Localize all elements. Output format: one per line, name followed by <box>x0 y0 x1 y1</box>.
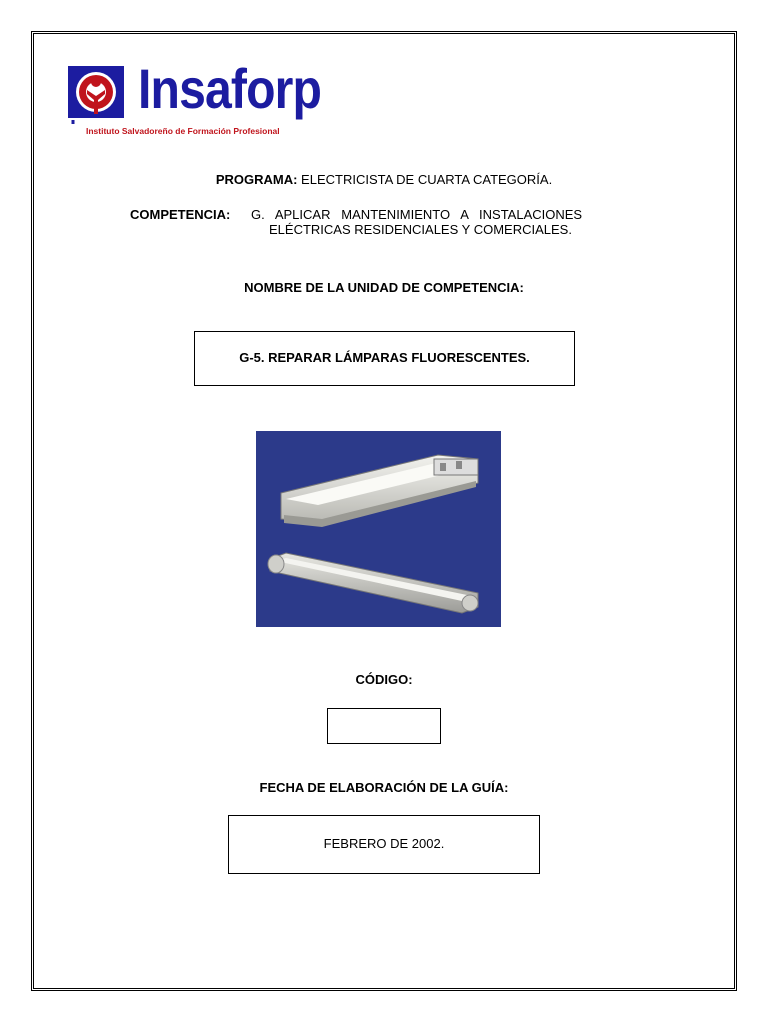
insaforp-logo <box>66 57 336 142</box>
codigo-box <box>327 708 441 744</box>
codigo-heading: CÓDIGO: <box>355 672 413 687</box>
fecha-value: FEBRERO DE 2002. <box>323 836 445 851</box>
unidad-heading: NOMBRE DE LA UNIDAD DE COMPETENCIA: <box>244 280 524 295</box>
fluorescent-lamp-photo <box>256 431 501 627</box>
competencia-text <box>251 207 661 237</box>
competencia-line-2: ELÉCTRICAS RESIDENCIALES Y COMERCIALES. <box>269 222 572 237</box>
fluorescent-fixture-illustration <box>256 431 501 627</box>
competencia-label: COMPETENCIA: <box>130 207 231 222</box>
codigo-value <box>328 709 440 719</box>
unidad-name: G-5. REPARAR LÁMPARAS FLUORESCENTES. <box>239 350 530 365</box>
programa-value: ELECTRICISTA DE CUARTA CATEGORÍA. <box>301 172 553 187</box>
programa-line <box>0 172 768 187</box>
logo-wordmark: Insaforp <box>138 57 322 120</box>
programa-label: PROGRAMA: <box>215 172 298 187</box>
fecha-heading: FECHA DE ELABORACIÓN DE LA GUÍA: <box>259 780 509 795</box>
unidad-name-box <box>194 331 575 386</box>
logo-subtitle: Instituto Salvadoreño de Formación Profesional <box>86 126 280 136</box>
insaforp-emblem-icon <box>66 62 128 124</box>
fecha-box <box>228 815 540 874</box>
competencia-line-1: G. APLICAR MANTENIMIENTO A INSTALACIONES <box>251 207 583 222</box>
